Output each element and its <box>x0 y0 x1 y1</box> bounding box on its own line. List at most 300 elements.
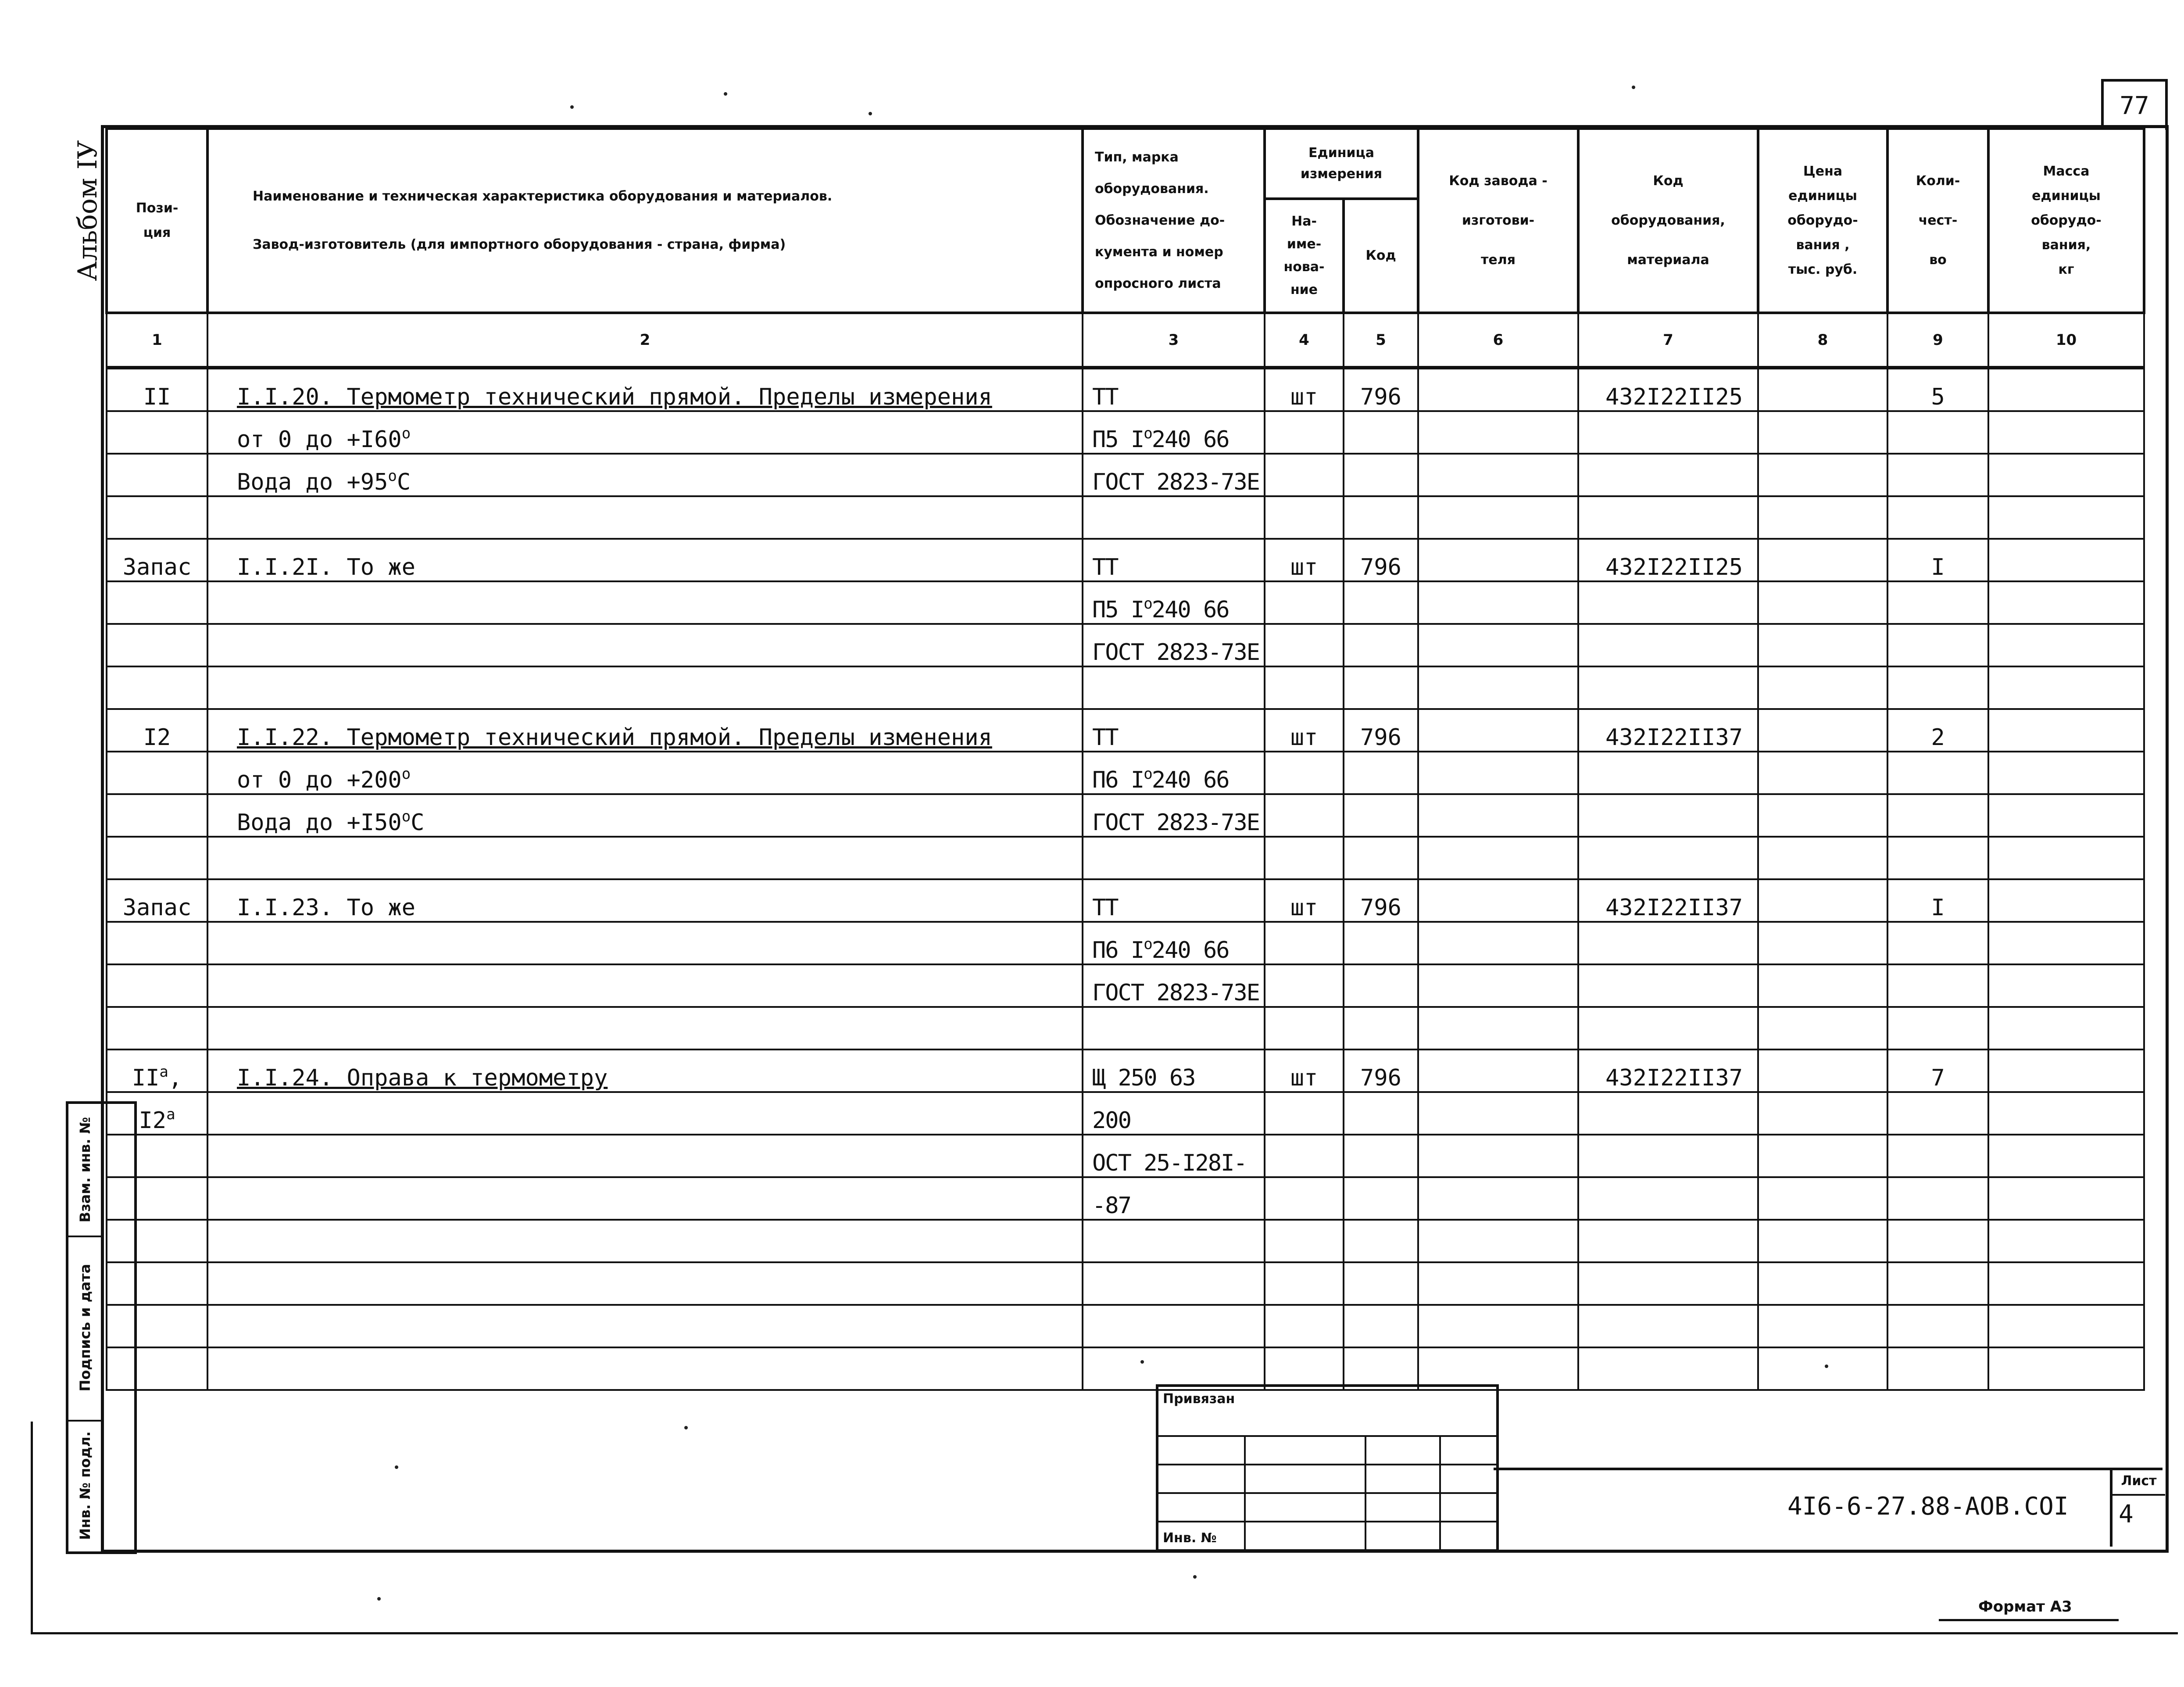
table-row <box>107 964 2144 1007</box>
unit-code-cell <box>1344 1177 1418 1220</box>
plant-code-cell <box>1418 581 1578 624</box>
name-cell <box>207 1262 1083 1305</box>
type-cell <box>1083 1220 1265 1262</box>
type-cell: -87 <box>1083 1177 1265 1220</box>
type-cell <box>1083 1262 1265 1305</box>
unit-code-cell: 796 <box>1344 709 1418 752</box>
table-row <box>107 496 2144 539</box>
equipment-code-cell <box>1578 1262 1758 1305</box>
table-row <box>107 1347 2144 1390</box>
unit-code-cell <box>1344 666 1418 709</box>
plant-code-cell <box>1418 368 1578 411</box>
stamp-line <box>1365 1435 1366 1549</box>
mass-cell <box>1988 964 2144 1007</box>
mass-cell <box>1988 1177 2144 1220</box>
mass-cell <box>1988 1092 2144 1135</box>
unit-code-cell: 796 <box>1344 879 1418 922</box>
table-row <box>107 1177 2144 1220</box>
column-number: 8 <box>1758 313 1887 368</box>
position-cell: $I2^а$ <box>107 1092 207 1135</box>
plant-code-cell <box>1418 1262 1578 1305</box>
position-cell <box>107 411 207 454</box>
name-cell <box>207 1347 1083 1390</box>
table-row <box>107 368 2144 411</box>
bound-label: Привязан <box>1163 1391 1235 1407</box>
equipment-code-cell <box>1578 581 1758 624</box>
table-row <box>107 581 2144 624</box>
position-cell <box>107 794 207 837</box>
degree-mark: o <box>401 765 411 783</box>
degree-mark: o <box>1144 595 1152 612</box>
scan-speck <box>395 1465 398 1469</box>
unit-cell <box>1265 1177 1344 1220</box>
position-cell <box>107 1347 207 1390</box>
type-cell <box>1083 496 1265 539</box>
position-cell <box>107 581 207 624</box>
table-row <box>107 411 2144 454</box>
header-unit-group: Единица измерения <box>1265 129 1418 199</box>
price-cell <box>1758 1220 1887 1262</box>
table-row <box>107 1262 2144 1305</box>
position-cell <box>107 1262 207 1305</box>
table-row <box>107 539 2144 581</box>
unit-cell: шт <box>1265 879 1344 922</box>
type-cell: П6 $I^o240$ 66 <box>1083 922 1265 964</box>
price-cell <box>1758 1007 1887 1049</box>
name-cell <box>207 1220 1083 1262</box>
unit-code-cell <box>1344 454 1418 496</box>
position-cell <box>107 837 207 879</box>
unit-code-cell <box>1344 1305 1418 1347</box>
quantity-cell <box>1887 794 1988 837</box>
unit-cell <box>1265 1305 1344 1347</box>
plant-code-cell <box>1418 496 1578 539</box>
unit-code-cell <box>1344 1092 1418 1135</box>
quantity-cell: 2 <box>1887 709 1988 752</box>
name-cell: I.I.22. Термометр технический прямой. Пределы изменения <box>207 709 1083 752</box>
position-cell <box>107 1220 207 1262</box>
equipment-code-cell <box>1578 1220 1758 1262</box>
stamp-line <box>1158 1492 1496 1494</box>
unit-code-cell: 796 <box>1344 1049 1418 1092</box>
quantity-cell <box>1887 666 1988 709</box>
unit-code-cell <box>1344 1262 1418 1305</box>
quantity-cell: I <box>1887 539 1988 581</box>
equipment-code-cell: 432I22II37 <box>1578 879 1758 922</box>
type-cell: ТТ <box>1083 368 1265 411</box>
name-cell <box>207 1305 1083 1347</box>
table-row <box>107 1092 2144 1135</box>
column-number: 10 <box>1988 313 2144 368</box>
unit-code-cell <box>1344 581 1418 624</box>
side-stamp-label: Взам. инв. № <box>76 1117 93 1223</box>
unit-cell: шт <box>1265 709 1344 752</box>
equipment-code-cell <box>1578 1177 1758 1220</box>
equipment-code-cell <box>1578 666 1758 709</box>
scan-speck <box>377 1597 381 1601</box>
unit-cell <box>1265 1092 1344 1135</box>
position-cell <box>107 496 207 539</box>
name-cell <box>207 964 1083 1007</box>
side-stamp-label: Инв. № подл. <box>76 1431 93 1540</box>
scan-speck <box>869 112 872 115</box>
mass-cell <box>1988 1305 2144 1347</box>
price-cell <box>1758 1092 1887 1135</box>
name-cell: Вода до $+95^oС$ <box>207 454 1083 496</box>
plant-code-cell <box>1418 837 1578 879</box>
scan-speck <box>724 92 727 96</box>
unit-cell <box>1265 964 1344 1007</box>
name-cell <box>207 837 1083 879</box>
unit-cell <box>1265 922 1344 964</box>
position-cell <box>107 1305 207 1347</box>
degree-mark: o <box>1144 765 1152 783</box>
mass-cell <box>1988 1347 2144 1390</box>
equipment-code-cell <box>1578 1007 1758 1049</box>
unit-cell <box>1265 1347 1344 1390</box>
unit-cell <box>1265 454 1344 496</box>
format-label: Формат А3 <box>1978 1598 2072 1615</box>
type-cell: ТТ <box>1083 539 1265 581</box>
price-cell <box>1758 837 1887 879</box>
mass-cell <box>1988 539 2144 581</box>
type-cell: ОСТ 25-I28I- <box>1083 1135 1265 1177</box>
equipment-code-cell: 432I22II25 <box>1578 539 1758 581</box>
stamp-line <box>1158 1435 1496 1437</box>
header-unit-name: На- име- нова- ние <box>1265 199 1344 313</box>
column-number: 2 <box>207 313 1083 368</box>
position-cell <box>107 454 207 496</box>
stamp-line <box>1244 1435 1246 1549</box>
quantity-cell <box>1887 624 1988 666</box>
plant-code-cell <box>1418 879 1578 922</box>
price-cell <box>1758 752 1887 794</box>
unit-code-cell <box>1344 837 1418 879</box>
type-cell: ГОСТ 2823-73Е <box>1083 964 1265 1007</box>
unit-code-cell <box>1344 1135 1418 1177</box>
table-row <box>107 1049 2144 1092</box>
price-cell <box>1758 666 1887 709</box>
unit-cell <box>1265 752 1344 794</box>
header-equipment-code: Код оборудования, материала <box>1578 129 1758 313</box>
equipment-code-cell <box>1578 496 1758 539</box>
equipment-code-cell <box>1578 1305 1758 1347</box>
unit-code-cell <box>1344 1347 1418 1390</box>
plant-code-cell <box>1418 794 1578 837</box>
scan-speck <box>1140 1360 1144 1364</box>
unit-cell <box>1265 624 1344 666</box>
price-cell <box>1758 1049 1887 1092</box>
table-row <box>107 922 2144 964</box>
unit-code-cell <box>1344 964 1418 1007</box>
equipment-code-cell: 432I22II37 <box>1578 1049 1758 1092</box>
bound-stamp <box>1156 1384 1499 1552</box>
quantity-cell: 7 <box>1887 1049 1988 1092</box>
quantity-cell <box>1887 581 1988 624</box>
plant-code-cell <box>1418 624 1578 666</box>
unit-cell <box>1265 794 1344 837</box>
unit-code-cell <box>1344 624 1418 666</box>
plant-code-cell <box>1418 666 1578 709</box>
inv-label: Инв. № <box>1163 1530 1217 1546</box>
superscript-letter: а <box>159 1063 168 1081</box>
header-plant-code: Код завода - изготови- теля <box>1418 129 1578 313</box>
plant-code-cell <box>1418 1220 1578 1262</box>
unit-cell <box>1265 1135 1344 1177</box>
plant-code-cell <box>1418 964 1578 1007</box>
price-cell <box>1758 879 1887 922</box>
mass-cell <box>1988 752 2144 794</box>
name-cell: I.I.23. То же <box>207 879 1083 922</box>
name-cell: от 0 до $+I60^o$ <box>207 411 1083 454</box>
type-cell <box>1083 837 1265 879</box>
price-cell <box>1758 1177 1887 1220</box>
quantity-cell <box>1887 1092 1988 1135</box>
mass-cell <box>1988 794 2144 837</box>
name-cell <box>207 1135 1083 1177</box>
mass-cell <box>1988 837 2144 879</box>
unit-code-cell <box>1344 1220 1418 1262</box>
type-cell: ТТ <box>1083 879 1265 922</box>
quantity-cell: I <box>1887 879 1988 922</box>
plant-code-cell <box>1418 1007 1578 1049</box>
plant-code-cell <box>1418 709 1578 752</box>
sheet-number: 77 <box>2101 79 2168 130</box>
position-cell: $II^а$, <box>107 1049 207 1092</box>
unit-code-cell <box>1344 496 1418 539</box>
position-cell: II <box>107 368 207 411</box>
position-cell: I2 <box>107 709 207 752</box>
plant-code-cell <box>1418 1092 1578 1135</box>
position-cell: Запас <box>107 879 207 922</box>
column-number: 6 <box>1418 313 1578 368</box>
name-cell: I.I.2I. То же <box>207 539 1083 581</box>
price-cell <box>1758 794 1887 837</box>
price-cell <box>1758 539 1887 581</box>
name-cell: I.I.20. Термометр технический прямой. Пределы измерения <box>207 368 1083 411</box>
price-cell <box>1758 709 1887 752</box>
quantity-cell <box>1887 1007 1988 1049</box>
position-cell <box>107 1007 207 1049</box>
table-row <box>107 1305 2144 1347</box>
equipment-code-cell <box>1578 624 1758 666</box>
column-number: 4 <box>1265 313 1344 368</box>
price-cell <box>1758 624 1887 666</box>
mass-cell <box>1988 368 2144 411</box>
price-cell <box>1758 454 1887 496</box>
price-cell <box>1758 581 1887 624</box>
position-cell: Запас <box>107 539 207 581</box>
quantity-cell <box>1887 1220 1988 1262</box>
equipment-code-cell <box>1578 964 1758 1007</box>
unit-code-cell <box>1344 1007 1418 1049</box>
header-name: Наименование и техническая характеристика оборудования и материалов. Завод-изготовитель (для импортного оборудования - страна, фирма) <box>207 129 1083 313</box>
name-cell: Вода до $+I50^oС$ <box>207 794 1083 837</box>
unit-cell: шт <box>1265 368 1344 411</box>
equipment-code-cell: 432I22II37 <box>1578 709 1758 752</box>
scan-speck <box>1193 1575 1197 1579</box>
type-cell: ГОСТ 2823-73Е <box>1083 454 1265 496</box>
equipment-code-cell <box>1578 1092 1758 1135</box>
mass-cell <box>1988 879 2144 922</box>
column-number-row <box>107 313 2144 368</box>
side-stamp-cell-replace-inv <box>68 1104 101 1237</box>
column-number: 9 <box>1887 313 1988 368</box>
column-number: 1 <box>107 313 207 368</box>
plant-code-cell <box>1418 454 1578 496</box>
sheet-value: 4 <box>2119 1500 2134 1529</box>
quantity-cell <box>1887 752 1988 794</box>
price-cell <box>1758 1262 1887 1305</box>
unit-cell <box>1265 496 1344 539</box>
unit-code-cell <box>1344 411 1418 454</box>
price-cell <box>1758 368 1887 411</box>
scan-speck <box>684 1426 688 1429</box>
mass-cell <box>1988 1135 2144 1177</box>
quantity-cell <box>1887 1177 1988 1220</box>
table-row <box>107 837 2144 879</box>
document-block <box>1494 1468 2163 1549</box>
degree-mark: o <box>1144 935 1152 953</box>
column-number: 5 <box>1344 313 1418 368</box>
unit-cell <box>1265 1220 1344 1262</box>
name-cell <box>207 922 1083 964</box>
stamp-line <box>1158 1521 1496 1522</box>
degree-mark: o <box>388 467 397 485</box>
price-cell <box>1758 1135 1887 1177</box>
unit-cell <box>1265 581 1344 624</box>
type-cell <box>1083 1347 1265 1390</box>
position-cell <box>107 922 207 964</box>
document-code: 4I6-6-27.88-АОВ.СОI <box>1787 1492 2069 1521</box>
position-cell <box>107 1135 207 1177</box>
plant-code-cell <box>1418 752 1578 794</box>
header-price: Цена единицы оборудо- вания , тыс. руб. <box>1758 129 1887 313</box>
header-mass: Масса единицы оборудо- вания, кг <box>1988 129 2144 313</box>
name-cell <box>207 666 1083 709</box>
header-unit-code: Код <box>1344 199 1418 313</box>
side-stamp-divider <box>101 1104 103 1551</box>
mass-cell <box>1988 581 2144 624</box>
mass-cell <box>1988 411 2144 454</box>
quantity-cell: 5 <box>1887 368 1988 411</box>
unit-cell <box>1265 837 1344 879</box>
plant-code-cell <box>1418 1305 1578 1347</box>
table-row <box>107 1220 2144 1262</box>
mass-cell <box>1988 922 2144 964</box>
unit-code-cell <box>1344 752 1418 794</box>
type-cell: П5 $I^o240$ 66 <box>1083 411 1265 454</box>
quantity-cell <box>1887 964 1988 1007</box>
equipment-code-cell <box>1578 752 1758 794</box>
quantity-cell <box>1887 454 1988 496</box>
scan-speck <box>570 105 574 109</box>
format-underline <box>1939 1619 2119 1621</box>
unit-cell <box>1265 1007 1344 1049</box>
price-cell <box>1758 922 1887 964</box>
price-cell <box>1758 964 1887 1007</box>
type-cell <box>1083 1007 1265 1049</box>
equipment-code-cell: 432I22II25 <box>1578 368 1758 411</box>
unit-code-cell <box>1344 922 1418 964</box>
header-quantity: Коли- чест- во <box>1887 129 1988 313</box>
table-row <box>107 709 2144 752</box>
equipment-code-cell <box>1578 794 1758 837</box>
mass-cell <box>1988 454 2144 496</box>
equipment-code-cell <box>1578 922 1758 964</box>
table-row <box>107 752 2144 794</box>
mass-cell <box>1988 496 2144 539</box>
mass-cell <box>1988 624 2144 666</box>
quantity-cell <box>1887 1305 1988 1347</box>
degree-mark: o <box>401 425 411 442</box>
scan-speck <box>1825 1365 1828 1368</box>
type-cell: ГОСТ 2823-73Е <box>1083 624 1265 666</box>
header-type: Тип, марка оборудования. Обозначение до- кумента и номер опросного листа <box>1083 129 1265 313</box>
table-body <box>107 368 2144 1390</box>
plant-code-cell <box>1418 411 1578 454</box>
price-cell <box>1758 411 1887 454</box>
plant-code-cell <box>1418 1177 1578 1220</box>
mass-cell <box>1988 666 2144 709</box>
price-cell <box>1758 1347 1887 1390</box>
position-cell <box>107 666 207 709</box>
unit-cell: шт <box>1265 539 1344 581</box>
price-cell <box>1758 496 1887 539</box>
table-row <box>107 1007 2144 1049</box>
sheet-box <box>2110 1468 2165 1547</box>
plant-code-cell <box>1418 1135 1578 1177</box>
scan-speck <box>1632 86 1635 89</box>
quantity-cell <box>1887 496 1988 539</box>
stamp-line <box>1439 1435 1441 1549</box>
quantity-cell <box>1887 411 1988 454</box>
table-row <box>107 879 2144 922</box>
name-cell: от 0 до $+200^o$ <box>207 752 1083 794</box>
unit-code-cell <box>1344 794 1418 837</box>
price-cell <box>1758 1305 1887 1347</box>
unit-cell <box>1265 411 1344 454</box>
name-cell <box>207 624 1083 666</box>
quantity-cell <box>1887 1262 1988 1305</box>
superscript-letter: а <box>166 1106 175 1123</box>
degree-mark: o <box>1144 425 1152 442</box>
column-number: 7 <box>1578 313 1758 368</box>
quantity-cell <box>1887 1135 1988 1177</box>
position-cell <box>107 1177 207 1220</box>
equipment-code-cell <box>1578 411 1758 454</box>
table-row <box>107 624 2144 666</box>
name-cell <box>207 581 1083 624</box>
type-cell <box>1083 1305 1265 1347</box>
name-cell <box>207 496 1083 539</box>
plant-code-cell <box>1418 922 1578 964</box>
type-cell: 200 <box>1083 1092 1265 1135</box>
sheet-label: Лист <box>2113 1468 2165 1496</box>
stamp-line <box>1158 1464 1496 1465</box>
position-cell <box>107 964 207 1007</box>
type-cell: Щ 250 63 <box>1083 1049 1265 1092</box>
mass-cell <box>1988 1220 2144 1262</box>
table-row <box>107 1135 2144 1177</box>
side-stamp-label: Подпись и дата <box>76 1264 93 1392</box>
equipment-code-cell <box>1578 454 1758 496</box>
unit-cell <box>1265 666 1344 709</box>
type-cell: П5 $I^o240$ 66 <box>1083 581 1265 624</box>
header-position: Пози- ция <box>107 129 207 313</box>
mass-cell <box>1988 1007 2144 1049</box>
type-cell <box>1083 666 1265 709</box>
